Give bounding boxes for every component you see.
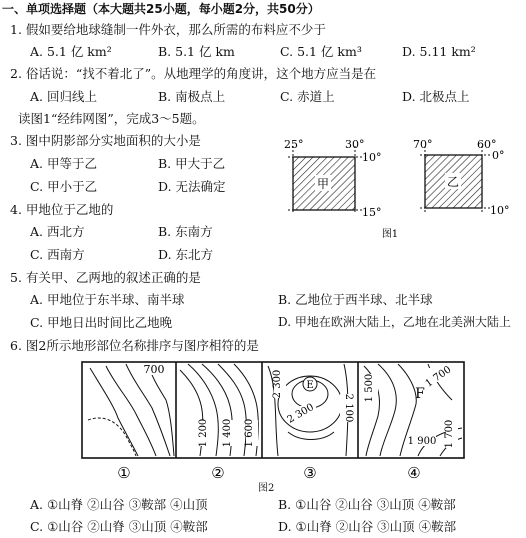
region-jia-label: 甲 [316, 177, 330, 191]
figure-1-latlon-grid [270, 136, 510, 242]
q1-option-a[interactable]: A. 5.1 亿 km² [30, 44, 112, 59]
panel2-contour-label-3: 1 600 [244, 418, 255, 448]
figure-intro: 读图1“经纬网图”，完成3～5题。 [18, 111, 205, 126]
q3-option-c[interactable]: C. 甲小于乙 [30, 179, 98, 194]
panel3-contour-label-2: 2 300 [285, 401, 316, 426]
panel2-contour-label-1: 1 200 [198, 418, 209, 448]
yi-lat-bottom: 10° [490, 204, 510, 217]
q5-option-c[interactable]: C. 甲地日出时间比乙地晚 [30, 315, 173, 330]
panel2-contour-label-2: 1 400 [222, 418, 233, 448]
q6-option-c[interactable]: C. ①山谷 ②山脊 ③山顶 ④鞍部 [30, 519, 208, 534]
jia-lon-left: 25° [284, 138, 304, 151]
panel-number-2: ② [211, 464, 225, 482]
q3-stem: 3. 图中阴影部分实地面积的大小是 [10, 133, 201, 148]
region-yi-label: 乙 [446, 175, 460, 189]
panel4-contour-label-2: 1 700 [423, 364, 454, 390]
q2-option-b[interactable]: B. 南极点上 [158, 89, 226, 104]
q1-option-b[interactable]: B. 5.1 亿 km [158, 44, 235, 59]
panel4-peak-label: F [415, 386, 425, 402]
panel4-contour-label-4: 1 700 [444, 419, 455, 449]
q6-option-b[interactable]: B. ①山谷 ②山谷 ③山顶 ④鞍部 [278, 497, 456, 512]
q4-option-c[interactable]: C. 西南方 [30, 247, 85, 262]
figure-2-caption: 图2 [258, 483, 275, 494]
panel-number-4: ④ [407, 464, 421, 482]
yi-lon-left: 70° [413, 138, 433, 151]
figure-1-caption: 图1 [381, 229, 399, 240]
panel1-contour-label: 700 [143, 363, 165, 376]
q2-option-c[interactable]: C. 赤道上 [280, 89, 335, 104]
q5-stem: 5. 有关甲、乙两地的叙述正确的是 [10, 270, 201, 285]
q3-option-d[interactable]: D. 无法确定 [158, 179, 226, 194]
q4-option-b[interactable]: B. 东南方 [158, 224, 213, 239]
jia-lat-bottom: 15° [362, 206, 382, 219]
jia-lat-top: 10° [362, 151, 382, 164]
panel3-contour-label-3: 2 100 [343, 393, 354, 423]
panel4-contour-label-1: 1 500 [364, 373, 375, 403]
q6-stem: 6. 图2所示地形部位名称排序与图序相符的是 [10, 338, 259, 353]
yi-lon-right: 60° [477, 138, 497, 151]
q5-option-b[interactable]: B. 乙地位于西半球、北半球 [278, 292, 433, 307]
q2-option-a[interactable]: A. 回归线上 [30, 89, 97, 104]
q1-stem: 1. 假如要给地球缝制一件外衣，那么所需的布料应不少于 [10, 22, 326, 37]
panel-number-1: ① [117, 464, 131, 482]
panel-number-3: ③ [303, 464, 317, 482]
jia-lon-right: 30° [345, 138, 365, 151]
q1-option-c[interactable]: C. 5.1 亿 km³ [280, 44, 362, 59]
q2-stem: 2. 俗话说：“找不着北了”。从地理学的角度讲，这个地方应当是在 [10, 66, 377, 81]
q5-option-d[interactable]: D. 甲地在欧洲大陆上，乙地在北美洲大陆上 [278, 315, 511, 329]
q6-option-a[interactable]: A. ①山脊 ②山谷 ③鞍部 ④山顶 [30, 497, 208, 512]
panel3-peak-label: E [306, 380, 314, 391]
q1-option-d[interactable]: D. 5.11 km² [402, 44, 476, 59]
q4-option-a[interactable]: A. 西北方 [30, 224, 85, 239]
q5-option-a[interactable]: A. 甲地位于东半球、南半球 [30, 292, 185, 307]
q6-option-d[interactable]: D. ①山脊 ②山谷 ③山顶 ④鞍部 [278, 519, 457, 534]
q3-option-a[interactable]: A. 甲等于乙 [30, 156, 97, 171]
panel4-contour-label-3: 1 900 [407, 436, 437, 447]
q4-stem: 4. 甲地位于乙地的 [10, 202, 114, 217]
panel3-contour-label-1: 2 300 [272, 369, 283, 399]
q2-option-d[interactable]: D. 北极点上 [402, 89, 470, 104]
q3-option-b[interactable]: B. 甲大于乙 [158, 156, 226, 171]
figure-2-contour-maps [78, 360, 470, 482]
section-title: 一、单项选择题（本大题共25小题，每小题2分，共50分） [2, 2, 320, 16]
q4-option-d[interactable]: D. 东北方 [158, 247, 214, 262]
yi-lat-top: 0° [492, 149, 505, 162]
